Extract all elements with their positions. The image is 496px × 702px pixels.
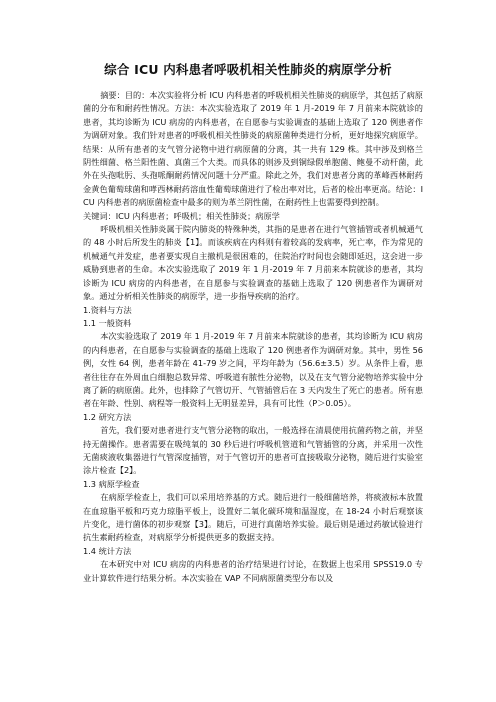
subsection-heading-1-3: 1.3 病原学检查 — [83, 478, 140, 489]
paragraph-1-1: 本次实验选取了 2019 年 1 月-2019 年 7 月前来本院就诊的患者，其均诊断为 ICU 病房的内科患者，在自愿参与实验调查的基础上选取了 120 例患者作为调研对象。其中，男性 56 例，女性 64 例，患者年龄在 41-79 岁之间，平均年龄为（56.6±3.5）岁。从条件上看，患者往往存在外周血白细胞总数异常、呼吸道有脓性分泌物，以及在支气管分泌物培养实验中分离了新的病原菌。此外，也排除了气管切开、气管插管后在 3 天内发生了死亡的患者。所有患者在年龄、性别、病程等一般资料上无明显差异，具有可比性（P＞0.05）。 — [83, 331, 423, 409]
subsection-heading-1-1: 1.1 一般资料 — [83, 317, 132, 328]
intro-paragraph: 呼吸机相关性肺炎属于院内肺炎的特殊种类，其指的是患者在进行气管插管或者机械通气的 48 小时后所发生的肺炎【1】。而该疾病在内科则有着较高的发病率，死亡率，作为常见的机械通气并发症，患者要实现自主撤机是很困难的，住院治疗时间也会随即延迟，这会进一步威胁到患者的生命。本次实验选取了 2019 年 1 月-2019 年 7 月前来本院就诊的患者，其均诊断为 ICU 病房的内科患者，在自愿参与实验调查的基础上选取了 120 例患者作为调研对象。通过分析相关性肺炎的病原学，进一步指导疾病的治疗。 — [83, 224, 423, 302]
abstract: 摘要：目的：本次实验将分析 ICU 内科患者的呼吸机相关性肺炎的病原学，其包括了病原菌的分布和耐药性情况。方法：本次实验选取了 2019 年 1 月-2019 年 7 月前来本院就诊的患者，其均诊断为 ICU 病房的内科患者，在自愿参与实验调查的基础上选取了 120 例患者作为调研对象。我们针对患者的呼吸机相关性肺炎的病原菌种类进行分析，更好地探究病原学。结果：从所有患者的支气管分泌物中进行病原菌的分离，其一共有 129 株。其中涉及到格兰阴性细菌、格兰阳性菌、真菌三个大类。而具体的则涉及到铜绿假单胞菌、鲍曼不动杆菌，此外在头孢吡肟、头孢哌酮耐药情况问题十分严重。除此之外，我们对患者分离的革峰西林耐药金黄色葡萄球菌和哮西林耐药溶血性葡萄球菌进行了检出率对比，后者的检出率更高。结论：ICU 内科患者的病原菌检查中最多的则为革兰阴性菌，在耐药性上也需要得到控制。 — [83, 90, 423, 208]
keywords: 关键词：ICU 内科患者；呼吸机；相关性肺炎；病原学 — [83, 210, 280, 221]
subsection-heading-1-4: 1.4 统计方法 — [83, 545, 132, 556]
paragraph-1-2: 首先，我们要对患者进行支气管分泌物的取出，一般选择在清晨使用抗菌药物之前，并坚持无菌操作。患者需要在吸纯氧的 30 秒后进行呼吸机管道和气管插管的分离，并采用一次性无菌痰液收集器进行气管深度插管，对于气管切开的患者可直接吸取分泌物，随后进行实验室涂片检查【2】。 — [83, 425, 423, 476]
paper-title: 综合 ICU 内科患者呼吸机相关性肺炎的病原学分析 — [104, 62, 392, 77]
subsection-heading-1-2: 1.2 研究方法 — [83, 411, 132, 422]
section-heading-1: 1.资料与方法 — [83, 304, 132, 315]
paragraph-1-4: 在本研究中对 ICU 病房的内科患者的治疗结果进行讨论，在数据上也采用 SPSS19.0 专业计算软件进行结果分析。本次实验在 VAP 不同病原菌类型分布以及 — [83, 559, 423, 583]
paper-body — [83, 89, 423, 585]
paragraph-1-3: 在病原学检查上，我们可以采用培养基的方式。随后进行一般细菌培养，将痰液标本放置在血琼脂平板和巧克力琼脂平板上，设置好二氧化碳环境和温湿度，在 18-24 小时后观察该片变化，进行菌体的初步观察【3】。随后，可进行真菌培养实验。最后则是通过药敏试验进行抗生素耐药检查，对病原学分析提供更多的数据支持。 — [83, 492, 423, 543]
